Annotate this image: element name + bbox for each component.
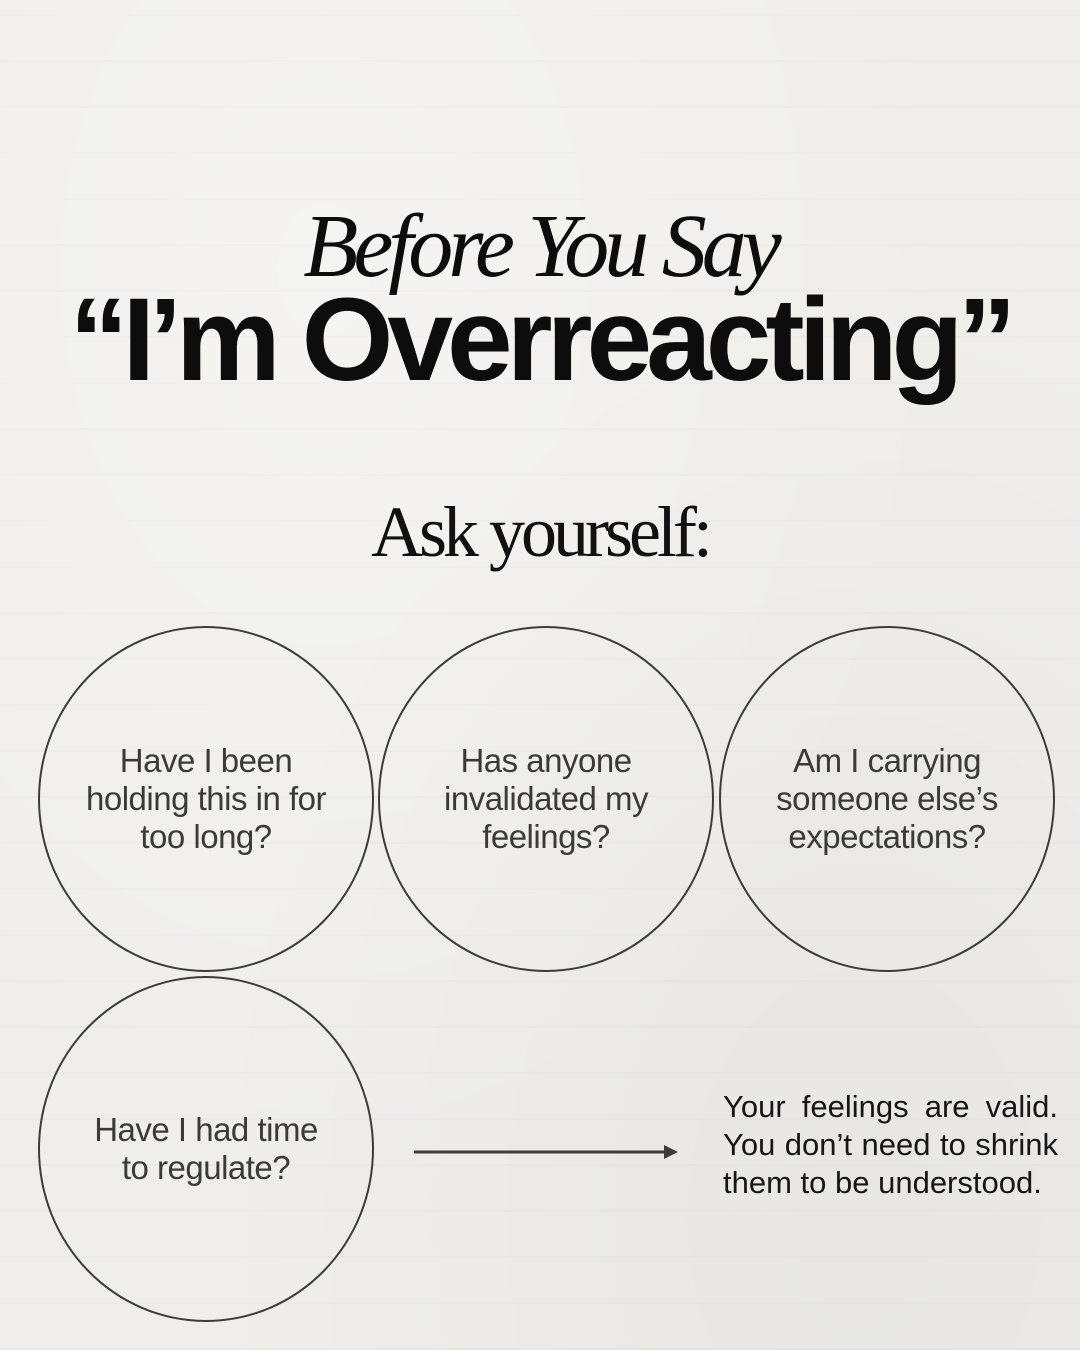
question-circle-4 xyxy=(38,976,374,1322)
question-circle-2 xyxy=(378,626,714,972)
question-circle-3 xyxy=(719,626,1055,972)
question-circle-1 xyxy=(38,626,374,972)
question-text-3: Am I carrying someone else’s expectations? xyxy=(776,742,998,855)
conclusion-text: Your feelings are valid. You don’t need to shrink them to be understood. xyxy=(723,1089,1058,1200)
question-text-4: Have I had time to regulate? xyxy=(94,1111,318,1186)
question-text-2: Has anyone invalidated my feelings? xyxy=(444,742,648,855)
main-title: “I’m Overreacting” xyxy=(69,274,1011,406)
question-text-1: Have I been holding this in for too long? xyxy=(86,742,326,855)
script-title: Before You Say xyxy=(303,197,777,296)
ask-yourself-heading: Ask yourself: xyxy=(371,492,709,572)
arrow-right-icon xyxy=(414,1140,680,1164)
